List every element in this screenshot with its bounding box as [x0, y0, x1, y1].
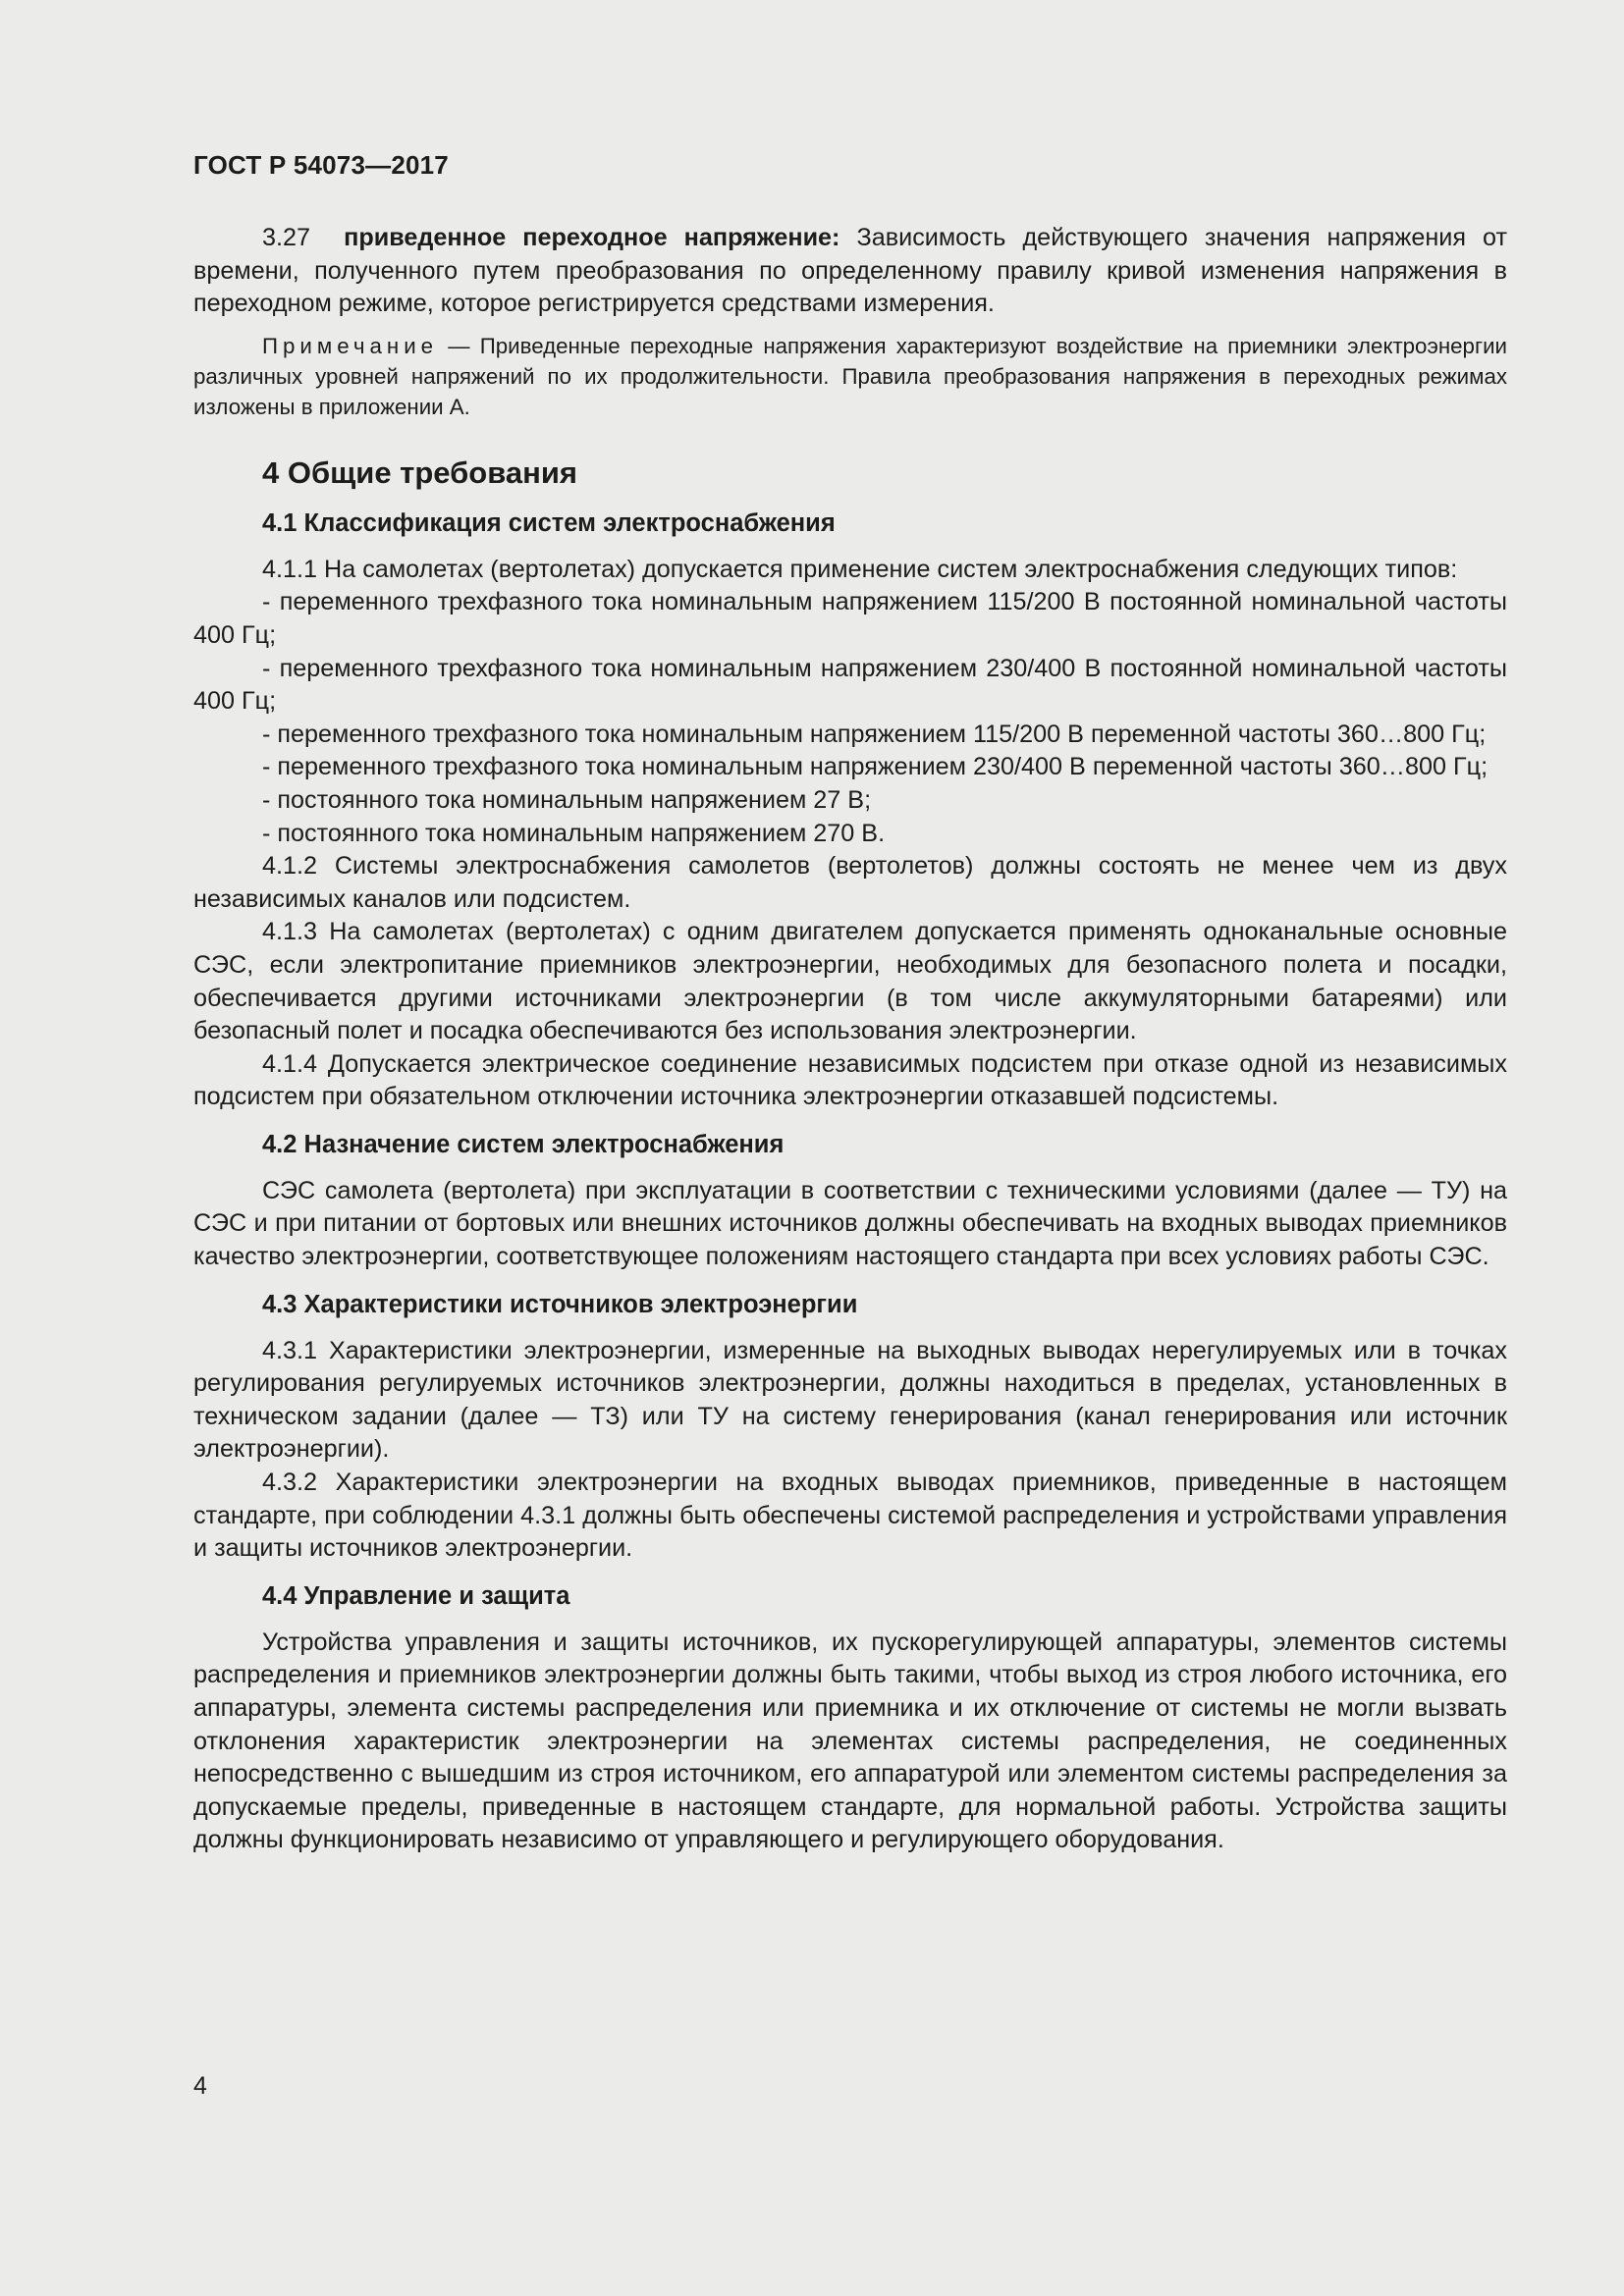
list-item: - переменного трехфазного тока номинальным напряжением 230/400 В постоянной номинальной частоты 400 Гц;	[193, 654, 1507, 716]
clause-4-1-2: 4.1.2 Системы электроснабжения самолетов (вертолетов) должны состоять не менее чем из двух независимых каналов или подсистем.	[193, 852, 1507, 913]
term-number: 3.27	[262, 224, 311, 251]
page-number: 4	[193, 2072, 207, 2100]
clause-4-1-1: 4.1.1 На самолетах (вертолетах) допускается применение систем электроснабжения следующих типов:	[262, 555, 1458, 583]
document-page	[193, 0, 1507, 2296]
clause-4-1-4: 4.1.4 Допускается электрическое соединение независимых подсистем при отказе одной из независимых подсистем при обязательном отключении источника электроэнергии отказавшей подсистемы.	[193, 1049, 1507, 1111]
clause-4-3-1: 4.3.1 Характеристики электроэнергии, измеренные на выходных выводах нерегулируемых или в точках регулирования регулируемых источников электроэнергии, должны находиться в пределах, установленных в техническом задании (далее — ТЗ) или ТУ на систему генерирования (канал генерирования или источник электроэнергии).	[193, 1336, 1507, 1464]
section-4-title: 4 Общие требования	[262, 454, 577, 490]
list-item: - переменного трехфазного тока номинальным напряжением 115/200 В постоянной номинальной частоты 400 Гц;	[193, 588, 1507, 649]
note-label: Примечание	[262, 333, 439, 358]
subsection-4-1-title: 4.1 Классификация систем электроснабжения	[262, 508, 836, 537]
subsection-4-3-title: 4.3 Характеристики источников электроэнергии	[262, 1290, 858, 1318]
subsection-4-4-title: 4.4 Управление и защита	[262, 1581, 570, 1610]
subsection-4-2-title: 4.2 Назначение систем электроснабжения	[262, 1130, 785, 1158]
note-text: — Приведенные переходные напряжения характеризуют воздействие на приемники электроэнергии различных уровней напряжений по их продолжительности. Правила преобразования напряжения в переходных режимах изложены в приложении А.	[193, 333, 1507, 419]
term-3-27	[193, 222, 1507, 321]
document-header: ГОСТ Р 54073—2017	[193, 150, 449, 180]
note-paragraph	[193, 331, 1507, 422]
term-name: приведенное переходное напряжение:	[344, 224, 840, 251]
list-item: - переменного трехфазного тока номинальным напряжением 115/200 В переменной частоты 360…800 Гц;	[262, 720, 1487, 748]
clause-4-1-3: 4.1.3 На самолетах (вертолетах) с одним двигателем допускается применять одноканальные основные СЭС, если электропитание приемников электроэнергии, необходимых для безопасного полета и посадки, обеспечивается другими источниками электроэнергии (в том числе аккумуляторными батареями) или безопасный полет и посадка обеспечиваются без использования электроэнергии.	[193, 918, 1507, 1045]
list-item: - постоянного тока номинальным напряжением 270 В.	[262, 819, 886, 847]
clause-4-3-2: 4.3.2 Характеристики электроэнергии на входных выводах приемников, приведенные в настоящем стандарте, при соблюдении 4.3.1 должны быть обеспечены системой распределения и устройствами управления и защиты источников электроэнергии.	[193, 1468, 1507, 1563]
clause-4-4-text: Устройства управления и защиты источников, их пускорегулирующей аппаратуры, элементов системы распределения и приемников электроэнергии должны быть такими, чтобы выход из строя любого источника, его аппаратуры, элемента системы распределения или приемника и их отключение от системы не могли вызвать отклонения характеристик электроэнергии на элементах системы распределения, не соединенных непосредственно с вышедшим из строя источником, его аппаратурой или элементом системы распределения за допускаемые пределы, приведенные в настоящем стандарте, для нормальной работы. Устройства защиты должны функционировать независимо от управляющего и регулирующего оборудования.	[193, 1628, 1507, 1854]
clause-4-2-text: СЭС самолета (вертолета) при эксплуатации в соответствии с техническими условиями (далее — ТУ) на СЭС и при питании от бортовых или внешних источников должны обеспечивать на входных выводах приемников качество электроэнергии, соответствующее положениям настоящего стандарта при всех условиях работы СЭС.	[193, 1176, 1507, 1271]
document-content	[193, 222, 1507, 1857]
term-definition: Зависимость действующего значения напряжения от времени, полученного путем преобразования по определенному правилу кривой изменения напряжения в переходном режиме, которое регистрируется средствами измерения.	[193, 224, 1508, 318]
list-item: - переменного трехфазного тока номинальным напряжением 230/400 В переменной частоты 360…800 Гц;	[262, 753, 1489, 781]
list-item: - постоянного тока номинальным напряжением 27 В;	[262, 785, 872, 814]
